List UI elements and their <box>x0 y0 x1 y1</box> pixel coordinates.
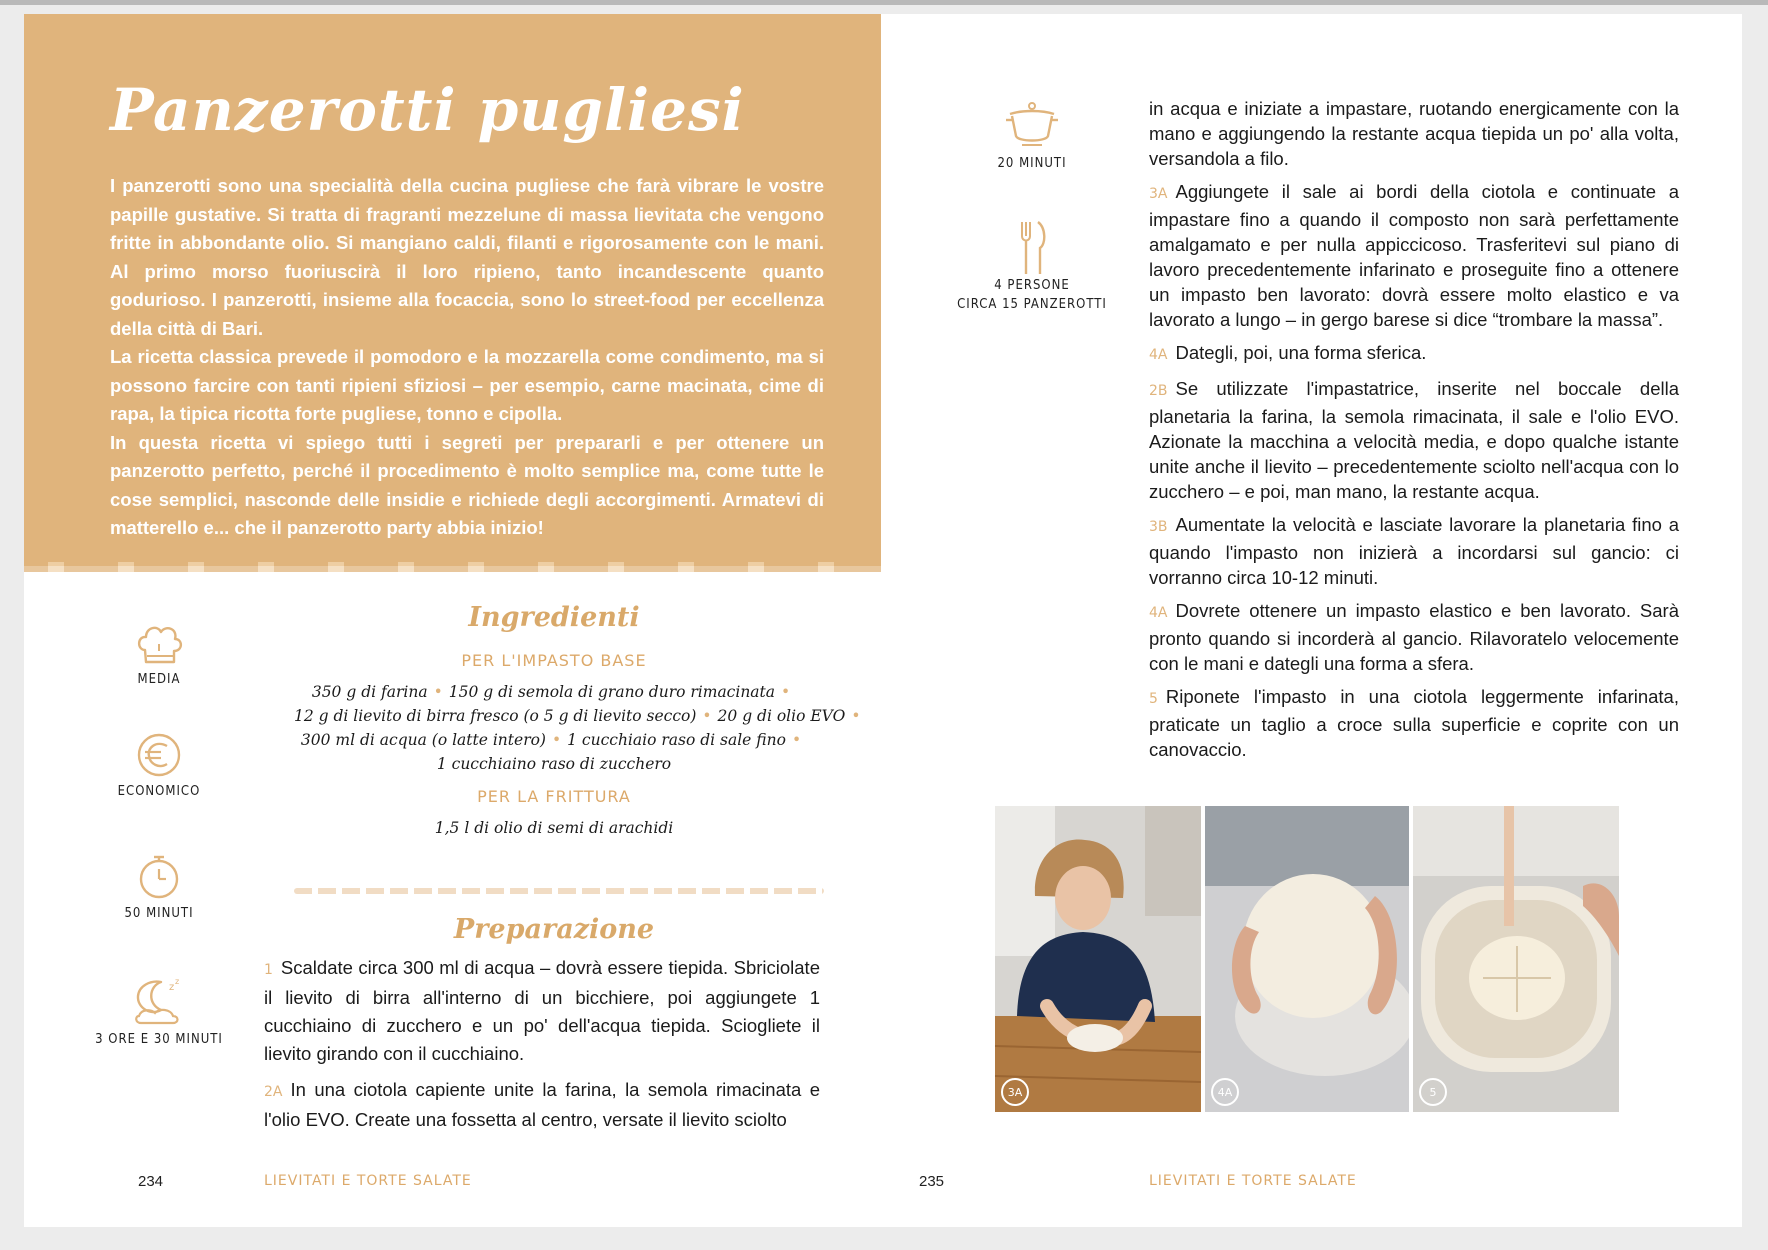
meta-cook-time <box>957 92 1107 171</box>
book-spread <box>24 14 1742 1227</box>
step-number: 3A <box>1149 186 1168 202</box>
section-name: LIEVITATI E TORTE SALATE <box>264 1173 472 1189</box>
step-continuation: in acqua e iniziate a impastare, ruotando energicamente con la mano e aggiungendo la restante acqua tiepida un po' alla volta, versandola a filo. <box>1149 98 1679 169</box>
preparation-steps-continued <box>1149 96 1679 770</box>
step: 1 Scaldate circa 300 ml di acqua – dovrà essere tiepida. Sbriciolate il lievito di birra all'interno di un bicchiere, poi aggiungete 1 cucchiaino di zucchero e un po' dell'acqua tiepida. Sciogliete il lievito girando con il cucchiaino. <box>264 957 820 1064</box>
ingredient-line: 1,5 l di olio di semi di arachidi <box>434 819 674 837</box>
step-number: 1 <box>264 962 273 978</box>
ingredient-line: 12 g di lievito di birra fresco (o 5 g di lievito secco) • 20 g di olio EVO • <box>294 707 861 725</box>
svg-text:z: z <box>169 982 175 993</box>
svg-text:z: z <box>175 977 180 986</box>
step: 4A Dategli, poi, una forma sferica. <box>1149 342 1427 363</box>
step-number: 5 <box>1149 691 1158 707</box>
cutlery-icon <box>1012 218 1052 278</box>
meta-label: CIRCA 15 PANZEROTTI <box>957 297 1107 312</box>
meta-rest-time <box>84 976 234 1047</box>
ingredient-line: 350 g di farina • 150 g di semola di grano duro rimacinata • <box>311 683 791 701</box>
recipe-title: Panzerotti pugliesi <box>110 76 745 144</box>
dough-subheading: PER L'IMPASTO BASE <box>461 651 647 670</box>
step: 5 Riponete l'impasto in una ciotola leggermente infarinata, praticate un taglio a croce sulla superficie e coprite con un canovaccio. <box>1149 686 1679 760</box>
pot-icon <box>1002 92 1062 152</box>
step: 2A In una ciotola capiente unite la farina, la semola rimacinata e l'olio EVO. Create una fossetta al centro, versate il lievito sciolto <box>264 1079 820 1130</box>
frying-subheading: PER LA FRITTURA <box>477 787 631 806</box>
euro-icon <box>134 730 184 780</box>
photo-dough-ball-hands <box>1201 802 1415 1116</box>
step-number: 3B <box>1149 519 1168 535</box>
left-page <box>24 14 881 1227</box>
section-name: LIEVITATI E TORTE SALATE <box>1149 1173 1357 1189</box>
intro-paragraph: In questa ricetta vi spiego tutti i segreti per prepararli e per ottenere un panzerotto perfetto, perché il procedimento è molto semplice ma, come tutte le cose semplici, nasconde delle insidie e richiede degli accorgimenti. Armatevi di matterello e... che il panzerotto party abbia inizio! <box>110 431 824 538</box>
dough-ingredients <box>294 680 861 776</box>
photo-kneading-woman <box>991 802 1205 1116</box>
page-number: 234 <box>138 1173 164 1190</box>
meta-label: 20 MINUTI <box>997 156 1067 171</box>
meta-servings <box>949 218 1115 312</box>
intro-box <box>24 14 881 566</box>
viewer-top-edge <box>0 0 1768 5</box>
ingredient-line: 1 cucchiaino raso di zucchero <box>436 755 672 773</box>
photo-badge: 3A <box>1001 1078 1029 1106</box>
step: 2B Se utilizzate l'impastatrice, inserite nel boccale della planetaria la farina, la semola rimacinata, il sale e l'olio EVO. Azionate la macchina a velocità media, e dopo qualche istante unite anche il lievito – precedentemente sciolto nell'acqua con lo zucchero – e poi, man mano, la restante acqua. <box>1149 378 1679 502</box>
page-number: 235 <box>919 1173 945 1190</box>
step: 3A Aggiungete il sale ai bordi della ciotola e continuate a impastare fino a quando il composto non sarà perfettamente amalgamato e per nulla appiccicoso. Trasferitevi sul piano di lavoro precedentemente infarinato e proseguite fino a ottenere un impasto ben lavorato: dovrà essere molto elastico e va lavorato a lungo – in gergo barese si dice “trombare la massa”. <box>1149 181 1679 330</box>
meta-label: MEDIA <box>137 672 181 687</box>
photo-dough-bowl-cut <box>1409 802 1623 1116</box>
step-number: 4A <box>1149 605 1168 621</box>
chef-hat-icon <box>133 620 185 670</box>
intro-text <box>110 172 824 543</box>
step-number: 2A <box>264 1084 283 1100</box>
intro-paragraph: La ricetta classica prevede il pomodoro e la mozzarella come condimento, ma si possono farcire con tanti ripieni sfiziosi – per esempio, carne macinata, cime di rapa, la tipica ricotta forte pugliese, tonno e cipolla. <box>110 346 824 424</box>
meta-cost <box>84 730 234 799</box>
meta-label: 50 MINUTI <box>124 906 194 921</box>
step: 3B Aumentate la velocità e lasciate lavorare la planetaria fino a quando l'impasto non inizierà a incordarsi sul gancio: ci vorranno circa 10-12 minuti. <box>1149 514 1679 588</box>
preparation-steps <box>264 954 820 1142</box>
section-divider <box>294 888 824 894</box>
step: 4A Dovrete ottenere un impasto elastico e ben lavorato. Sarà pronto quando si incorderà al gancio. Rilavoratelo velocemente con le mani e dategli una forma a sfera. <box>1149 600 1679 674</box>
preparation-heading: Preparazione <box>453 914 655 945</box>
step-number: 2B <box>1149 383 1168 399</box>
meta-prep-time <box>84 852 234 921</box>
photo-badge: 4A <box>1211 1078 1239 1106</box>
intro-paragraph: I panzerotti sono una specialità della cucina pugliese che farà vibrare le vostre papille gustative. Si tratta di fragranti mezzelune di massa lievitata che vengono fritte in abbondante olio. Si mangiano caldi, filanti e rigorosamente con le mani. Al primo morso fuoriuscirà il loro ripieno, tanto incandescente quanto godurioso. I panzerotti, insieme alla focaccia, sono lo street-food per eccellenza della città di Bari. <box>110 175 824 339</box>
ingredient-line: 300 ml di acqua (o latte intero) • 1 cucchiaio raso di sale fino • <box>300 731 802 749</box>
meta-label: 3 ORE E 30 MINUTI <box>95 1032 223 1047</box>
moon-rest-icon <box>131 976 187 1026</box>
meta-label: ECONOMICO <box>117 784 201 799</box>
meta-label: 4 PERSONE <box>994 278 1070 293</box>
step-number: 4A <box>1149 347 1168 363</box>
meta-difficulty <box>84 620 234 687</box>
timer-icon <box>134 852 184 902</box>
photo-badge: 5 <box>1419 1078 1447 1106</box>
frying-ingredients <box>294 816 814 840</box>
right-page <box>881 14 1742 1227</box>
ingredients-heading: Ingredienti <box>468 602 640 633</box>
